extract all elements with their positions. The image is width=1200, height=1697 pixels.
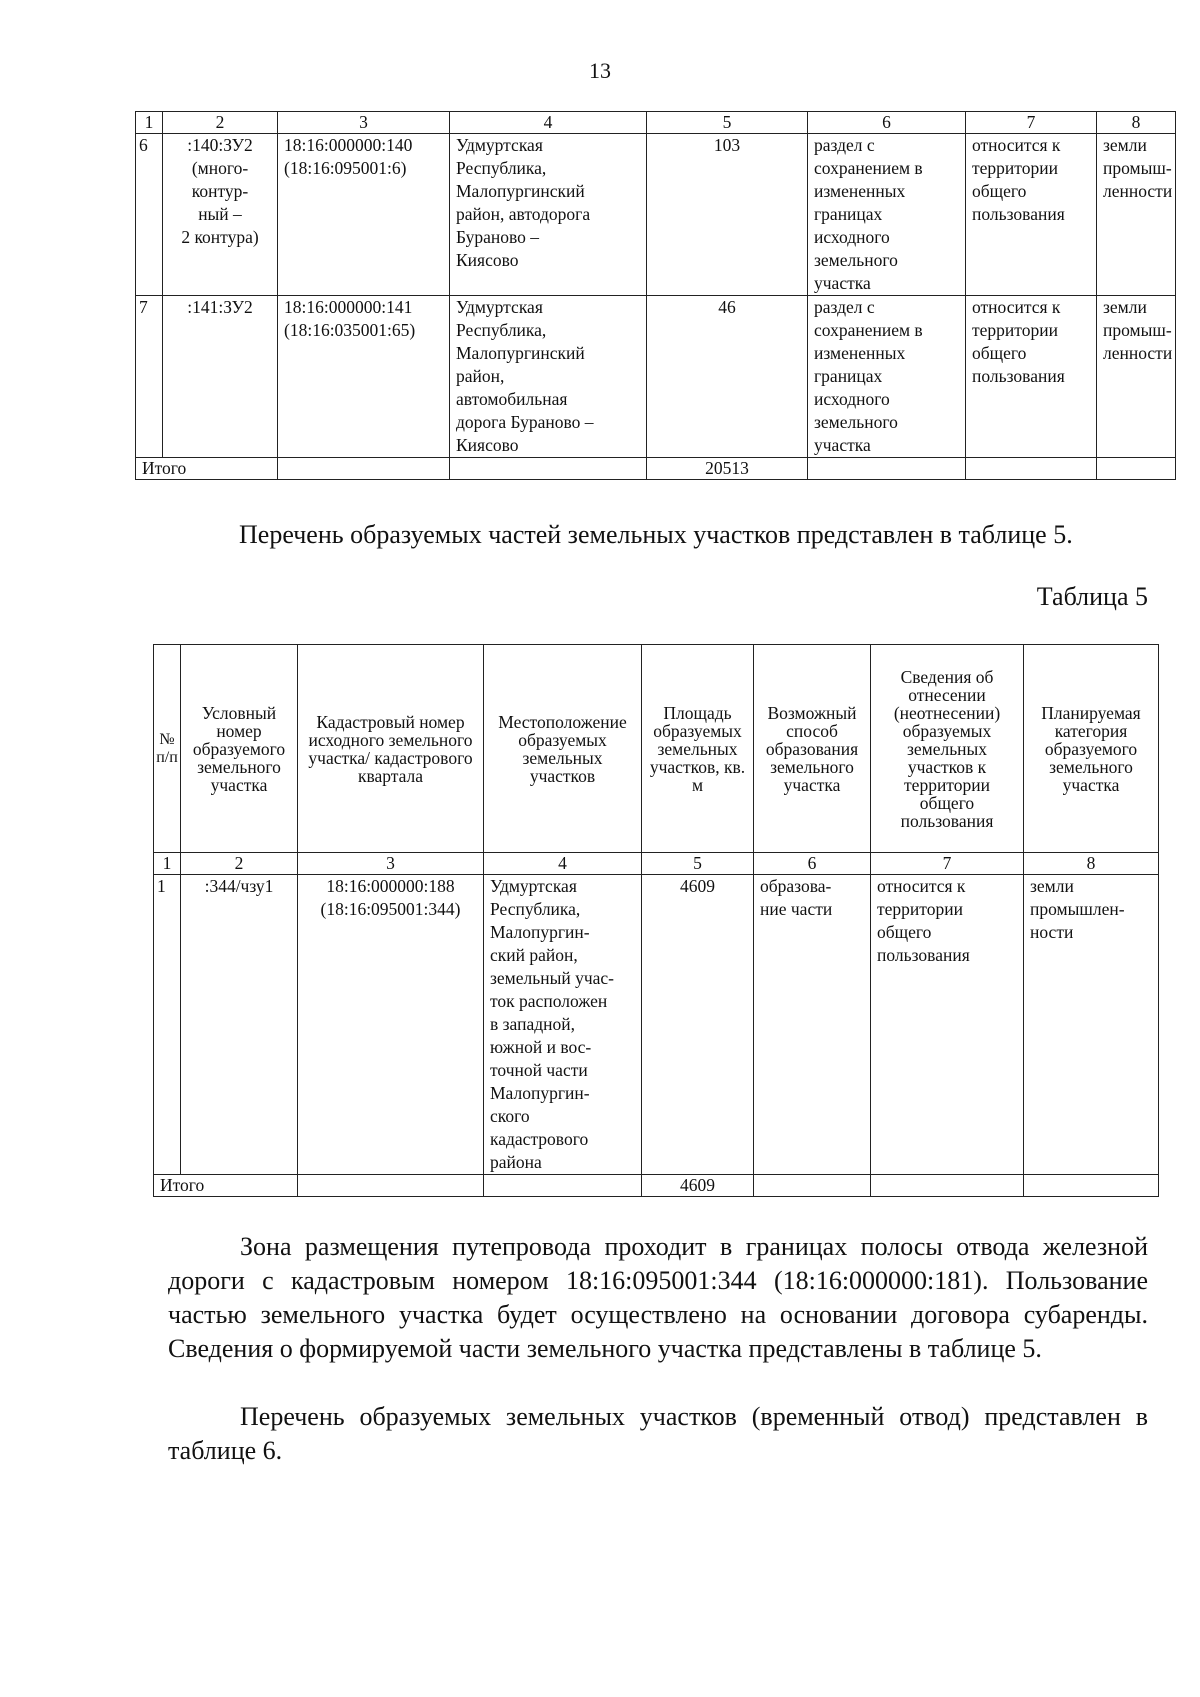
text-line: границах	[814, 366, 883, 386]
area: 46	[647, 296, 808, 458]
text-line: относится к	[877, 876, 966, 896]
land-category	[1097, 134, 1176, 296]
col-num-cell: 7	[966, 112, 1097, 134]
text-line: автомобильная	[456, 389, 568, 409]
paragraph-table6-intro: Перечень образуемых земельных участков (временный отвод) представлен в таблице 6.	[168, 1402, 1148, 1465]
text-line: (18:16:095001:344)	[320, 899, 461, 919]
row-number: 6	[136, 134, 163, 296]
conditional-number	[163, 296, 278, 458]
land-category	[1024, 875, 1159, 1175]
text-line: 2 контура)	[181, 227, 259, 247]
text-line: участка	[814, 435, 871, 455]
text-line: Удмуртская	[490, 876, 577, 896]
text-line: общего	[972, 343, 1027, 363]
text-line: относится к	[972, 135, 1061, 155]
text-line: район, автодорога	[456, 204, 591, 224]
paragraph-zone-description: Зона размещения путепровода проходит в границах полосы отвода железной дороги с кадастровым номером 18:16:095001:344 (18:16:000000:181). Пользование частью земельного участка будет осуществлено на основании договора субаренды. Сведения о формируемой части земельного участка представлены в таблице 5.	[168, 1232, 1148, 1363]
formation-method	[808, 296, 966, 458]
text-line: промыш-	[1103, 320, 1172, 340]
text-line: земли	[1103, 297, 1147, 317]
empty-cell	[966, 458, 1097, 480]
empty-cell	[754, 1175, 871, 1197]
cadastral-number	[278, 296, 450, 458]
text-line: Киясово	[456, 435, 519, 455]
text-line: промыш-	[1103, 158, 1172, 178]
text-line: ленности	[1103, 343, 1173, 363]
header-formation-method: Возможный способ образования земельного участка	[754, 645, 871, 853]
col-num-cell: 6	[754, 853, 871, 875]
text-line: 18:16:000000:140	[284, 135, 413, 155]
formation-method	[808, 134, 966, 296]
row-number: 1	[154, 875, 181, 1175]
col-num-cell: 3	[298, 853, 484, 875]
text-line: (18:16:095001:6)	[284, 158, 407, 178]
text-line: ный –	[198, 204, 242, 224]
header-conditional-number: Условный номер образуемого земельного участка	[181, 645, 298, 853]
text-line: Малопургинский	[456, 181, 585, 201]
text-line: точной части	[490, 1060, 588, 1080]
text-line: района	[490, 1152, 542, 1172]
empty-cell	[808, 458, 966, 480]
text-line: измененных	[814, 181, 906, 201]
col-num-cell: 4	[484, 853, 642, 875]
col-num-cell: 8	[1097, 112, 1176, 134]
text-line: Малопургинский	[456, 343, 585, 363]
table-row	[136, 296, 1176, 458]
empty-cell	[484, 1175, 642, 1197]
text-line: ского	[490, 1106, 530, 1126]
header-land-category: Планируемая категория образуемого земельного участка	[1024, 645, 1159, 853]
text-line: промышлен-	[1030, 899, 1125, 919]
col-num-cell: 4	[450, 112, 647, 134]
text-line: сохранением в	[814, 320, 923, 340]
conditional-number	[163, 134, 278, 296]
text-line: ности	[1030, 922, 1074, 942]
public-territory-relation	[871, 875, 1024, 1175]
total-row	[154, 1175, 1159, 1197]
text-line: (18:16:035001:65)	[284, 320, 416, 340]
total-area: 20513	[647, 458, 808, 480]
empty-cell	[298, 1175, 484, 1197]
text-line: исходного	[814, 227, 890, 247]
header-public-territory: Сведения об отнесении (неотнесении) образуемых земельных участков к территории общего пользования	[871, 645, 1024, 853]
text-line: 18:16:000000:141	[284, 297, 413, 317]
table-4-number-row	[136, 112, 1176, 134]
empty-cell	[871, 1175, 1024, 1197]
text-line: Киясово	[456, 250, 519, 270]
text-line: раздел с	[814, 297, 875, 317]
paragraph-table5-intro: Перечень образуемых частей земельных участков представлен в таблице 5.	[239, 520, 1073, 549]
text-line: земельный учас-	[490, 968, 615, 988]
header-cadastral-number: Кадастровый номер исходного земельного участка/ кадастрового квартала	[298, 645, 484, 853]
page-number: 13	[589, 58, 611, 83]
total-label: Итого	[136, 458, 278, 480]
total-row	[136, 458, 1176, 480]
col-num-cell: 1	[154, 853, 181, 875]
table-row	[136, 134, 1176, 296]
header-location: Местоположение образуемых земельных участков	[484, 645, 642, 853]
text-line: образова-	[760, 876, 832, 896]
text-line: (много-	[191, 158, 249, 178]
col-num-cell: 7	[871, 853, 1024, 875]
text-line: :140:ЗУ2	[187, 135, 253, 155]
conditional-number: :344/чзу1	[181, 875, 298, 1175]
text-line: южной и вос-	[490, 1037, 592, 1057]
text-line: Малопургин-	[490, 922, 590, 942]
location	[450, 296, 647, 458]
text-line: пользования	[972, 366, 1065, 386]
text-line: земельного	[814, 412, 898, 432]
text-line: контур-	[191, 181, 249, 201]
empty-cell	[450, 458, 647, 480]
text-line: пользования	[877, 945, 970, 965]
text-line: границах	[814, 204, 883, 224]
land-category	[1097, 296, 1176, 458]
text-line: пользования	[972, 204, 1065, 224]
col-num-cell: 2	[181, 853, 298, 875]
col-num-cell: 2	[163, 112, 278, 134]
location	[484, 875, 642, 1175]
total-label: Итого	[154, 1175, 298, 1197]
row-number: 7	[136, 296, 163, 458]
text-line: ленности	[1103, 181, 1173, 201]
location	[450, 134, 647, 296]
text-line: Удмуртская	[456, 297, 543, 317]
col-num-cell: 5	[642, 853, 754, 875]
area: 4609	[642, 875, 754, 1175]
text-line: территории	[877, 899, 963, 919]
empty-cell	[1024, 1175, 1159, 1197]
col-num-cell: 1	[136, 112, 163, 134]
text-line: ский район,	[490, 945, 578, 965]
text-line: территории	[972, 320, 1058, 340]
text-line: :141:ЗУ2	[187, 297, 253, 317]
text-line: Республика,	[456, 158, 547, 178]
text-line: сохранением в	[814, 158, 923, 178]
total-area: 4609	[642, 1175, 754, 1197]
area: 103	[647, 134, 808, 296]
text-line: Республика,	[456, 320, 547, 340]
text-line: Республика,	[490, 899, 581, 919]
empty-cell	[278, 458, 450, 480]
col-num-cell: 8	[1024, 853, 1159, 875]
table-5-header-row	[154, 645, 1159, 853]
public-territory-relation	[966, 134, 1097, 296]
text-line: в западной,	[490, 1014, 575, 1034]
text-line: общего	[877, 922, 932, 942]
table-5	[153, 644, 1159, 1197]
formation-method	[754, 875, 871, 1175]
table-row	[154, 875, 1159, 1175]
header-number: № п/п	[154, 645, 181, 853]
text-line: измененных	[814, 343, 906, 363]
table-4-continuation	[135, 111, 1176, 480]
text-line: ние части	[760, 899, 833, 919]
text-line: ток расположен	[490, 991, 608, 1011]
text-line: участка	[814, 273, 871, 293]
text-line: земли	[1030, 876, 1074, 896]
table-5-number-row	[154, 853, 1159, 875]
text-line: раздел с	[814, 135, 875, 155]
empty-cell	[1097, 458, 1176, 480]
text-line: Удмуртская	[456, 135, 543, 155]
public-territory-relation	[966, 296, 1097, 458]
cadastral-number	[298, 875, 484, 1175]
text-line: общего	[972, 181, 1027, 201]
table-5-caption: Таблица 5	[1036, 582, 1148, 611]
header-area: Площадь образуемых земельных участков, кв. м	[642, 645, 754, 853]
text-line: Бураново –	[456, 227, 540, 247]
text-line: дорога Бураново –	[456, 412, 594, 432]
text-line: район,	[456, 366, 505, 386]
cadastral-number	[278, 134, 450, 296]
text-line: 18:16:000000:188	[326, 876, 455, 896]
text-line: исходного	[814, 389, 890, 409]
text-line: относится к	[972, 297, 1061, 317]
col-num-cell: 6	[808, 112, 966, 134]
text-line: земельного	[814, 250, 898, 270]
col-num-cell: 3	[278, 112, 450, 134]
text-line: кадастрового	[490, 1129, 589, 1149]
text-line: Малопургин-	[490, 1083, 590, 1103]
text-line: территории	[972, 158, 1058, 178]
text-line: земли	[1103, 135, 1147, 155]
col-num-cell: 5	[647, 112, 808, 134]
